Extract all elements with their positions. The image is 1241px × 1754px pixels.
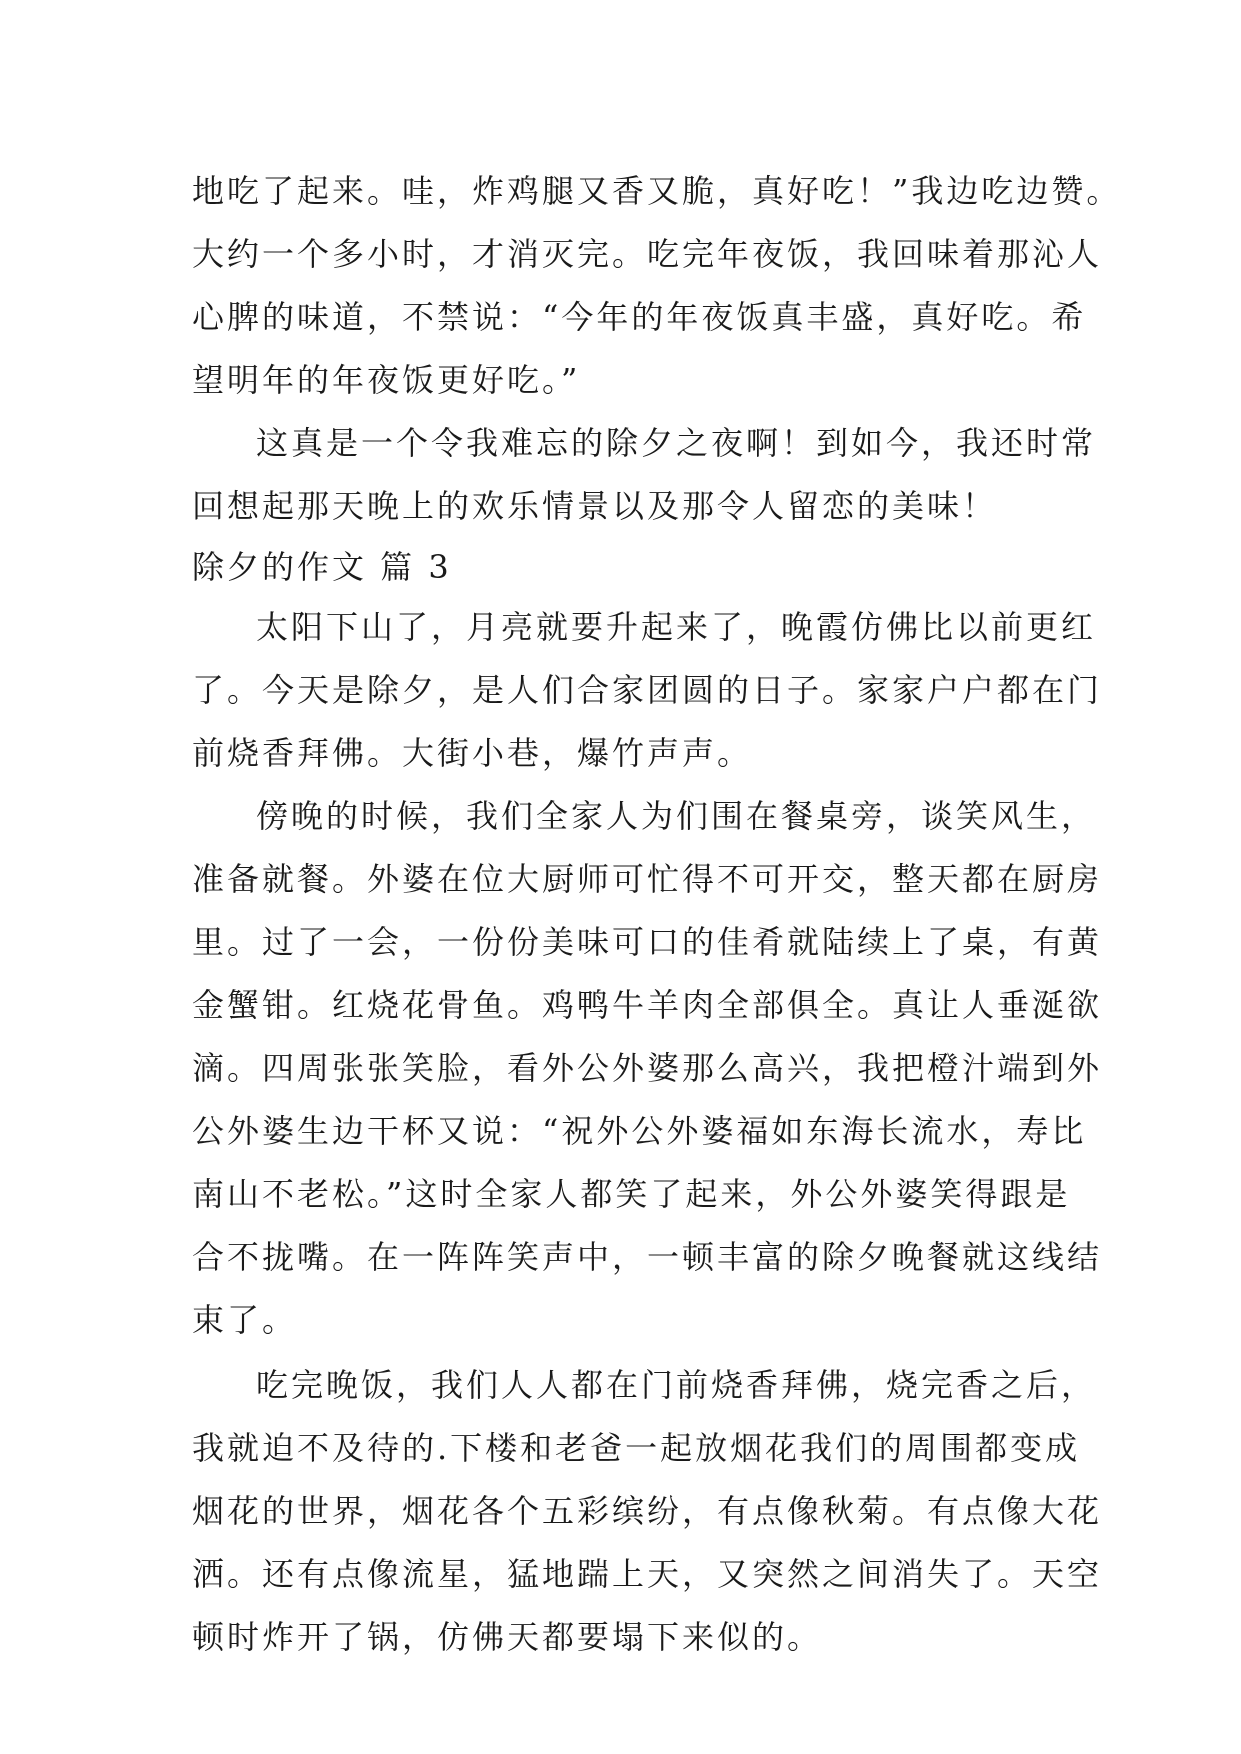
paragraph-line: 大约一个多小时，才消灭完。吃完年夜饭，我回味着那沁人	[192, 235, 1103, 273]
paragraph-line: 我就迫不及待的.下楼和老爸一起放烟花我们的周围都变成	[192, 1429, 1081, 1467]
paragraph-line: 心脾的味道，不禁说：“今年的年夜饭真丰盛，真好吃。希	[192, 298, 1087, 336]
paragraph-line: 合不拢嘴。在一阵阵笑声中，一顿丰富的除夕晚餐就这线结	[192, 1238, 1103, 1276]
paragraph-line: 回想起那天晚上的欢乐情景以及那令人留恋的美味！	[192, 487, 998, 525]
paragraph-line: 地吃了起来。哇，炸鸡腿又香又脆，真好吃！”我边吃边赞。	[192, 172, 1122, 210]
section-paragraph-1	[192, 596, 1103, 785]
paragraph-line: 太阳下山了，月亮就要升起来了，晚霞仿佛比以前更红	[256, 608, 1097, 646]
section-heading: 除夕的作文 篇 3	[192, 548, 452, 586]
paragraph-line: 准备就餐。外婆在位大厨师可忙得不可开交，整天都在厨房	[192, 860, 1103, 898]
paragraph-line: 了。今天是除夕，是人们合家团圆的日子。家家户户都在门	[192, 671, 1103, 709]
paragraph-line: 烟花的世界，烟花各个五彩缤纷，有点像秋菊。有点像大花	[192, 1492, 1103, 1530]
section-paragraph-2	[192, 785, 1103, 1352]
section-paragraph-3	[192, 1354, 1103, 1669]
paragraph-line: 这真是一个令我难忘的除夕之夜啊！到如今，我还时常	[256, 424, 1097, 462]
paragraph-line: 吃完晚饭，我们人人都在门前烧香拜佛，烧完香之后，	[256, 1366, 1097, 1404]
paragraph-line: 滴。四周张张笑脸，看外公外婆那么高兴，我把橙汁端到外	[192, 1049, 1103, 1087]
paragraph-line: 南山不老松。”这时全家人都笑了起来，外公外婆笑得跟是	[192, 1175, 1071, 1213]
paragraph-line: 前烧香拜佛。大街小巷，爆竹声声。	[192, 734, 753, 772]
paragraph-line: 里。过了一会，一份份美味可口的佳肴就陆续上了桌，有黄	[192, 923, 1103, 961]
document-body	[192, 160, 1122, 1669]
paragraph-line: 洒。还有点像流星，猛地踹上天，又突然之间消失了。天空	[192, 1555, 1103, 1593]
paragraph-line: 束了。	[192, 1301, 298, 1339]
paragraph-line: 望明年的年夜饭更好吃。”	[192, 361, 581, 399]
paragraph-line: 金蟹钳。红烧花骨鱼。鸡鸭牛羊肉全部俱全。真让人垂涎欲	[192, 986, 1103, 1024]
paragraph-2	[192, 412, 1097, 538]
paragraph-line: 顿时炸开了锅，仿佛天都要塌下来似的。	[192, 1618, 823, 1656]
paragraph-1	[192, 160, 1122, 412]
paragraph-line: 傍晚的时候，我们全家人为们围在餐桌旁，谈笑风生，	[256, 797, 1097, 835]
paragraph-line: 公外婆生边干杯又说：“祝外公外婆福如东海长流水，寿比	[192, 1112, 1087, 1150]
